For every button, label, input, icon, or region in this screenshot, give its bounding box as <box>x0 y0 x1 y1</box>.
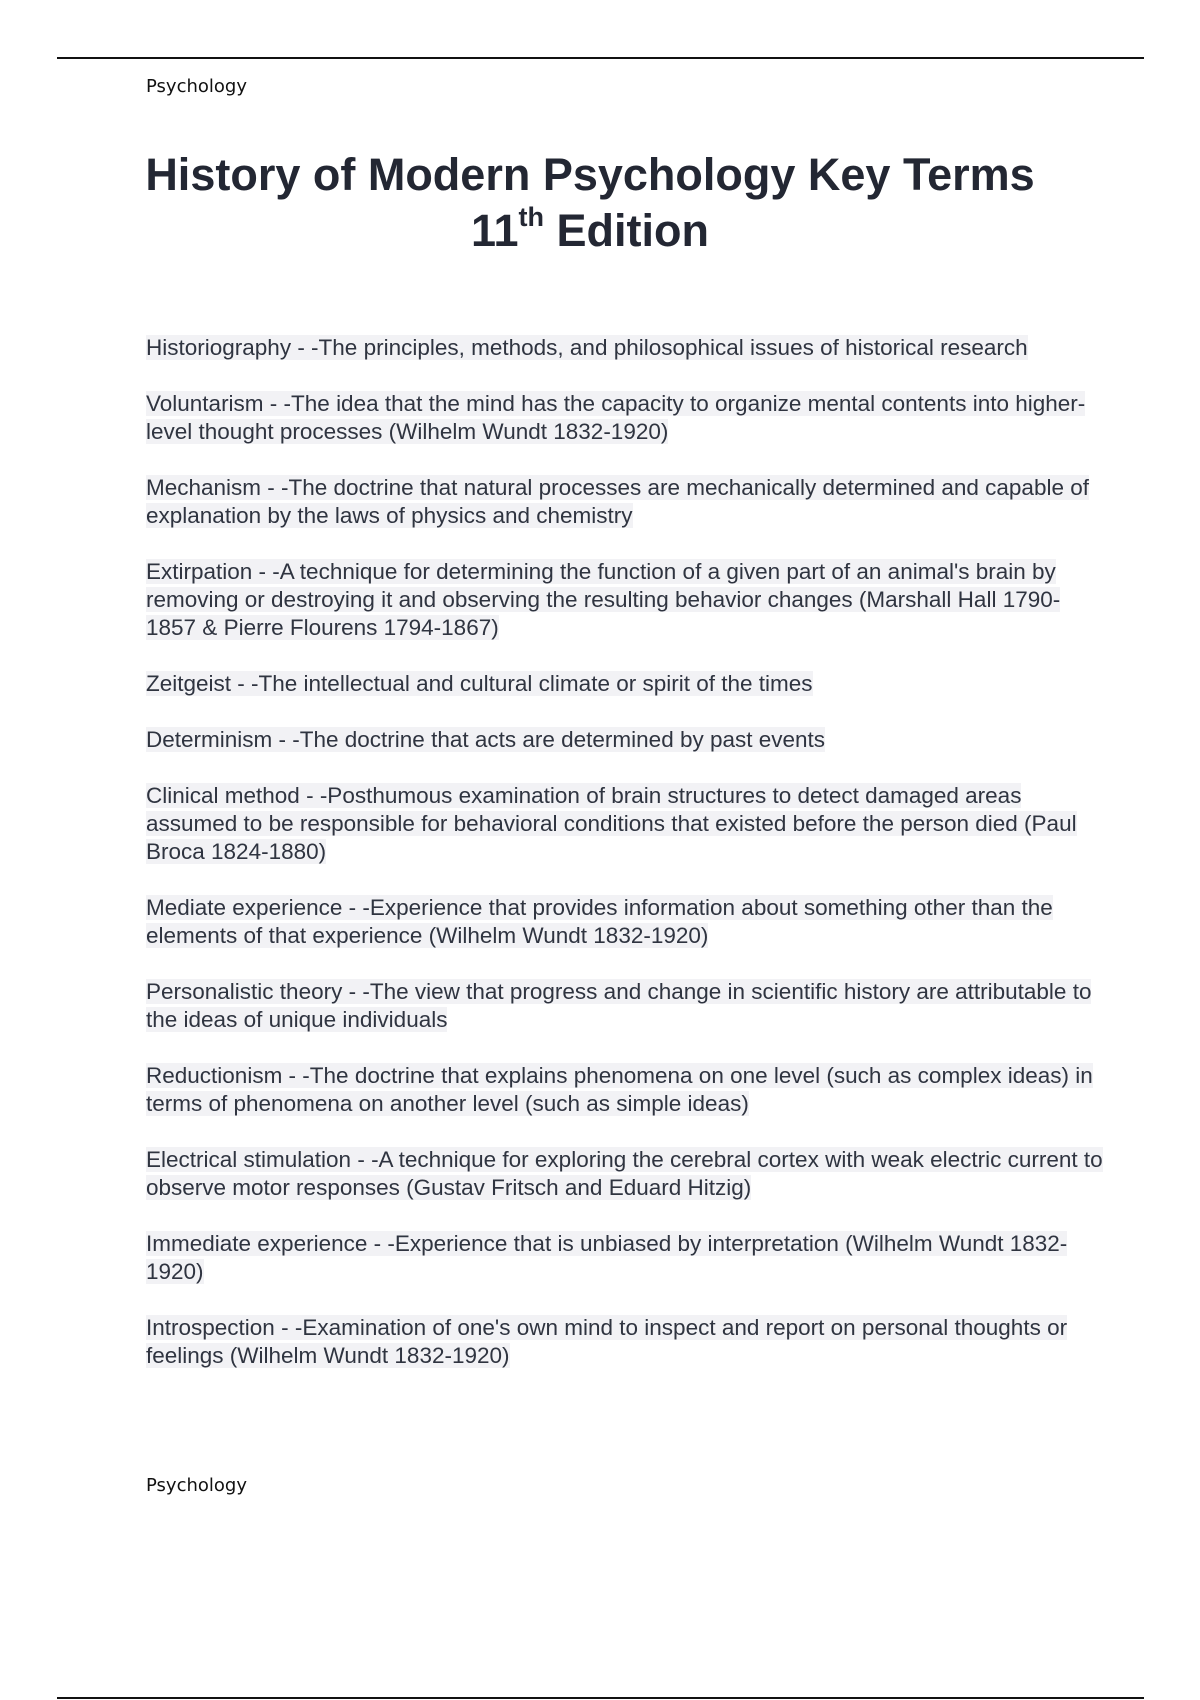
term-text: Determinism - -The doctrine that acts are determined by past events <box>146 727 826 752</box>
term-text: Electrical stimulation - -A technique for exploring the cerebral cortex with weak electric current to observe motor responses (Gustav Fritsch and Eduard Hitzig) <box>146 1147 1103 1200</box>
term-personalistic-theory <box>146 978 1106 1034</box>
term-mechanism <box>146 474 1106 530</box>
term-text: Immediate experience - -Experience that is unbiased by interpretation (Wilhelm Wundt 1832-1920) <box>146 1231 1068 1284</box>
term-reductionism <box>146 1062 1106 1118</box>
term-text: Personalistic theory - -The view that progress and change in scientific history are attributable to the ideas of unique individuals <box>146 979 1092 1032</box>
term-text: Mediate experience - -Experience that provides information about something other than the elements of that experience (Wilhelm Wundt 1832-1920) <box>146 895 1053 948</box>
page-footer: Psychology <box>146 1475 247 1496</box>
term-immediate-experience <box>146 1230 1106 1286</box>
term-introspection <box>146 1314 1106 1370</box>
term-text: Reductionism - -The doctrine that explains phenomena on one level (such as complex ideas) in terms of phenomena on another level (such as simple ideas) <box>146 1063 1093 1116</box>
term-text: Introspection - -Examination of one's own mind to inspect and report on personal thoughts or feelings (Wilhelm Wundt 1832-1920) <box>146 1315 1068 1368</box>
document-title <box>120 147 1060 259</box>
term-extirpation <box>146 558 1106 642</box>
term-mediate-experience <box>146 894 1106 950</box>
top-rule <box>57 57 1144 59</box>
term-text: Historiography - -The principles, methods, and philosophical issues of historical research <box>146 335 1028 360</box>
term-historiography <box>146 334 1106 362</box>
term-zeitgeist <box>146 670 1106 698</box>
term-text: Voluntarism - -The idea that the mind has the capacity to organize mental contents into higher-level thought processes (Wilhelm Wundt 1832-1920) <box>146 391 1086 444</box>
term-voluntarism <box>146 390 1106 446</box>
term-text: Zeitgeist - -The intellectual and cultural climate or spirit of the times <box>146 671 813 696</box>
key-terms-list <box>146 334 1106 1398</box>
term-electrical-stimulation <box>146 1146 1106 1202</box>
title-superscript: th <box>518 202 545 232</box>
term-text: Clinical method - -Posthumous examination of brain structures to detect damaged areas assumed to be responsible for behavioral conditions that existed before the person died (Paul Broca 1824-1880) <box>146 783 1077 864</box>
title-main: History of Modern Psychology Key Terms 11 <box>145 149 1035 256</box>
bottom-rule <box>57 1697 1144 1699</box>
page-header: Psychology <box>146 76 247 97</box>
term-text: Extirpation - -A technique for determining the function of a given part of an animal's brain by removing or destroying it and observing the resulting behavior changes (Marshall Hall 1790-1857 & Pierre Flourens 1794-1867) <box>146 559 1061 640</box>
term-clinical-method <box>146 782 1106 866</box>
term-determinism <box>146 726 1106 754</box>
term-text: Mechanism - -The doctrine that natural processes are mechanically determined and capable of explanation by the laws of physics and chemistry <box>146 475 1089 528</box>
title-end: Edition <box>544 205 710 256</box>
